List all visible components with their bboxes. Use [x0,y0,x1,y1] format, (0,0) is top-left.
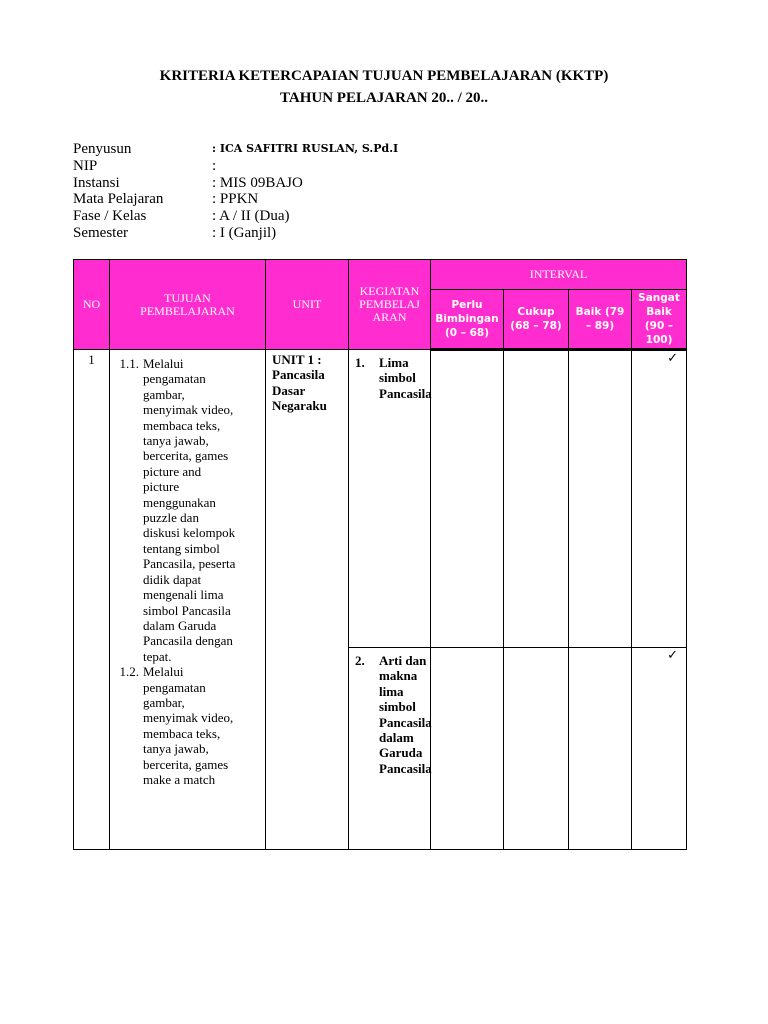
author-name: : ICA SAFITRI RUSLAN, S.Pd.I [212,142,399,155]
score-perlu-bimbingan [431,648,504,850]
tujuan-cell [110,350,266,850]
col-header-unit: UNIT [266,260,349,350]
col-header-sangat-baik: Sangat Baik (90 – 100) [632,290,687,350]
score-cukup [504,350,569,648]
col-header-kegiatan: KEGIATAN PEMBELAJARAN [349,260,431,350]
col-header-perlu-bimbingan: Perlu Bimbingan (0 – 68) [431,290,504,350]
col-header-no: NO [74,260,110,350]
info-row-instansi: Instansi : MIS 09BAJO [73,174,303,191]
info-row-semester: Semester : I (Ganjil) [73,224,277,241]
score-cukup [504,648,569,850]
score-baik [569,648,632,850]
score-perlu-bimbingan [431,350,504,648]
info-row-mapel: Mata Pelajaran : PPKN [73,191,259,208]
kktp-table [73,259,687,850]
document-title: KRITERIA KETERCAPAIAN TUJUAN PEMBELAJARAN (KKTP) [159,68,609,84]
col-header-interval: INTERVAL [431,260,687,290]
academic-year: TAHUN PELAJARAN 20.. / 20.. [279,90,489,106]
kegiatan-cell: 1. Lima simbol Pancasila [349,350,431,648]
info-block [73,141,398,242]
table-row [74,350,687,648]
col-header-cukup: Cukup (68 – 78) [504,290,569,350]
info-row-penyusun: Penyusun : ICA SAFITRI RUSLAN, S.Pd.I [73,141,399,157]
score-baik [569,350,632,648]
row-number: 1 [74,350,110,850]
info-row-fase: Fase / Kelas : A / II (Dua) [73,208,290,225]
check-icon: ✓ [632,350,687,648]
unit-cell: UNIT 1 : Pancasila Dasar Negaraku [266,350,349,850]
kegiatan-cell: 2. Arti dan makna lima simbol Pancasila dalam Garuda Pancasila [349,648,431,850]
info-row-nip: NIP : [73,157,217,174]
col-header-baik: Baik (79 – 89) [569,290,632,350]
col-header-tujuan: TUJUAN PEMBELAJARAN [110,260,266,350]
check-icon: ✓ [632,648,687,850]
tujuan-item: 1.1. Melalui pengamatan gambar, menyimak video, membaca teks, tanya jawab, bercerita, games picture and picture menggunakan puzzle dan diskusi kelompok tentang simbol Pancasila, peserta didik dapat mengenali lima simbol Pancasila dalam Garuda Pancasila dengan tepat. [119,356,236,664]
tujuan-item: 1.2. Melalui pengamatan gambar, menyimak video, membaca teks, tanya jawab, bercerita, games make a match [119,664,234,787]
